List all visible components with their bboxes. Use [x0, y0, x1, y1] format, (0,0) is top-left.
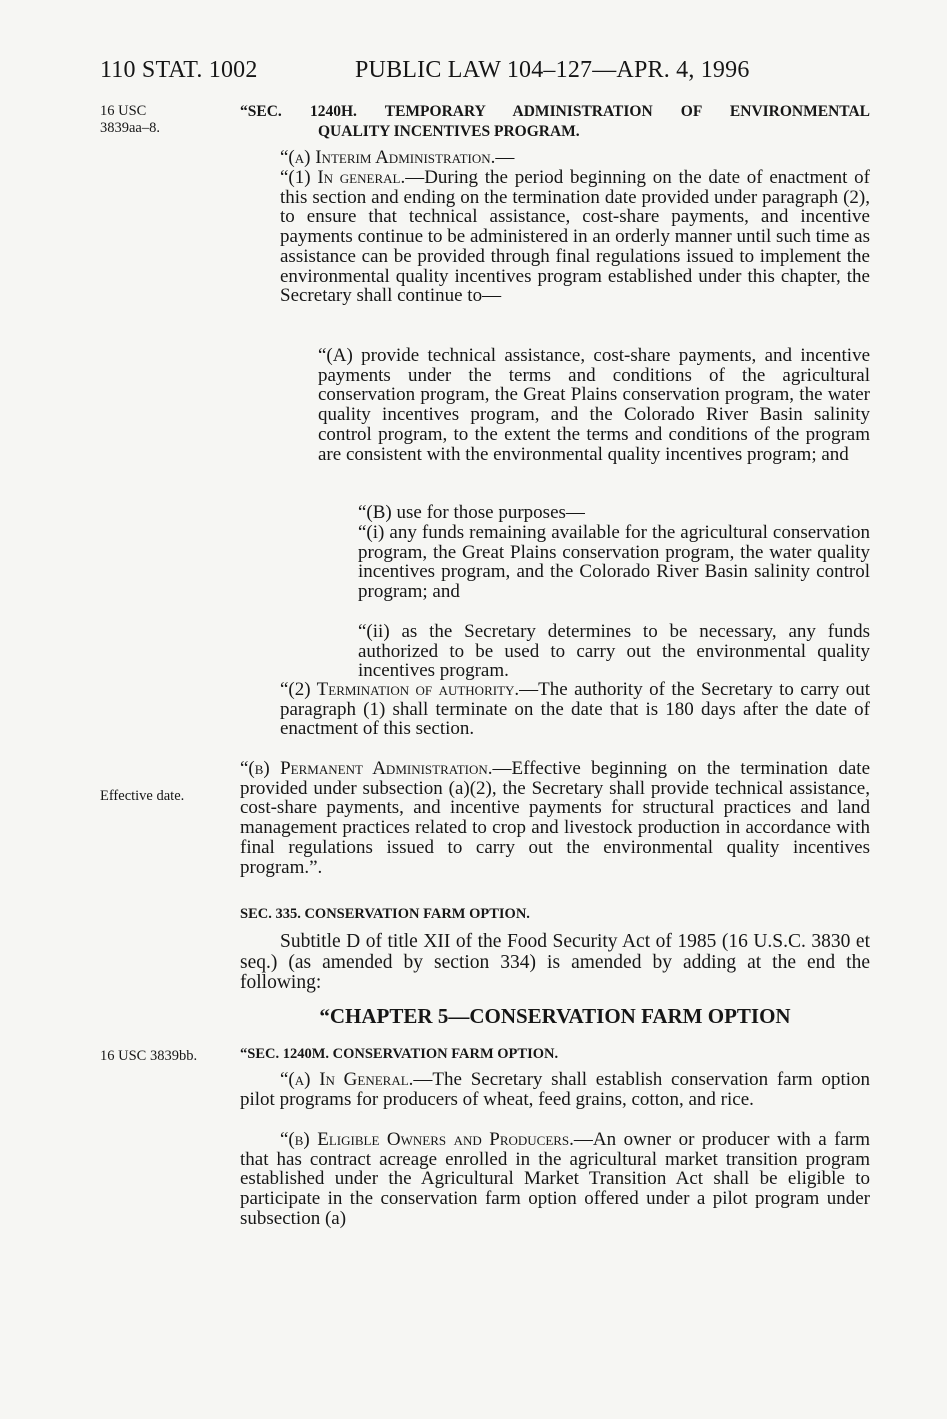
- section-335-heading: SEC. 335. CONSERVATION FARM OPTION.: [240, 906, 530, 922]
- paragraph-a1: [280, 168, 870, 306]
- subsection-b-text: —Effective beginning on the termination date provided under subsection (a)(2), the Secretary shall provide technical assistance, cost-share payments, and incentive payments for structural practices and land management practices related to crop and livestock production in accordance with final regulations issued to carry out the environmental quality incentives program.”.: [240, 758, 870, 878]
- clause-A-text: “(A) provide technical assistance, cost-share payments, and incentive payments under the terms and conditions of the agricultural conservation program, the Great Plains conservation program, the water quality incentives program, and the Colorado River Basin salinity control program, to the extent the terms and conditions of the program are consistent with the environmental quality incentives program; and: [318, 345, 870, 465]
- statute-page-number: 110 STAT. 1002: [100, 57, 258, 83]
- section-1240m-b-text: —An owner or producer with a farm that has contract acreage enrolled in the agricultural market transition program established under the Agricultural Market Transition Act shall be eligible to participate in the conservation farm option offered under a pilot program under subsection (a): [240, 1129, 870, 1229]
- section-1240h-heading-line1: “SEC. 1240H. TEMPORARY ADMINISTRATION OF ENVIRONMENTAL: [240, 103, 870, 120]
- clause-A: [318, 345, 870, 465]
- section-335-body-text: Subtitle D of title XII of the Food Security Act of 1985 (16 U.S.C. 3830 et seq.) (as amended by section 334) is amended by adding at the end the following:: [240, 931, 870, 993]
- section-1240m-heading: “SEC. 1240M. CONSERVATION FARM OPTION.: [240, 1046, 559, 1062]
- section-1240m-subsection-b: [240, 1129, 870, 1229]
- section-1240m-subsection-a: [240, 1069, 871, 1110]
- paragraph-a2-lead: “(2) Termination of authority.: [280, 679, 520, 700]
- section-335-body: [240, 931, 870, 994]
- margin-note-usc-1-line1: 16 USC: [100, 103, 147, 119]
- section-1240m-a-lead: “(a) In General.: [280, 1069, 414, 1090]
- subsection-b: [240, 758, 870, 878]
- margin-note-usc-2: 16 USC 3839bb.: [100, 1048, 198, 1064]
- clause-B: “(B) use for those purposes—: [358, 502, 585, 523]
- subclause-i: [358, 522, 870, 603]
- paragraph-a1-lead: “(1) In general.: [280, 167, 406, 188]
- paragraph-a2-text: —The authority of the Secretary to carry out paragraph (1) shall terminate on the date that is 180 days after the date of enactment of this section.: [280, 679, 870, 740]
- chapter-5-heading: “CHAPTER 5—CONSERVATION FARM OPTION: [319, 1004, 791, 1028]
- subclause-ii: [358, 621, 870, 682]
- margin-note-usc-1: [100, 103, 230, 137]
- subclause-ii-text: “(ii) as the Secretary determines to be necessary, any funds authorized to be used to carry out the environmental quality incentives program.: [358, 621, 870, 682]
- paragraph-a2: [280, 679, 870, 740]
- public-law-citation: PUBLIC LAW 104–127—APR. 4, 1996: [355, 57, 750, 83]
- subsection-a-heading: “(a) Interim Administration.—: [280, 147, 515, 168]
- paragraph-a1-text: —During the period beginning on the date of enactment of this section and ending on the termination date provided under paragraph (2), to ensure that technical assistance, cost-share payments, and incentive payments continue to be administered in an orderly manner until such time as assistance can be provided through final regulations issued to implement the environmental quality incentives program established under this chapter, the Secretary shall continue to—: [280, 167, 870, 307]
- margin-note-effective-date: Effective date.: [100, 788, 185, 804]
- section-1240m-b-lead: “(b) Eligible Owners and Producers.: [280, 1129, 574, 1150]
- subsection-b-lead: “(b) Permanent Administration.: [240, 758, 493, 779]
- section-1240m-a-text: —The Secretary shall establish conservation farm option pilot programs for producers of wheat, feed grains, cotton, and rice.: [240, 1069, 871, 1110]
- section-1240h-heading-line2: QUALITY INCENTIVES PROGRAM.: [318, 123, 580, 140]
- subclause-i-text: “(i) any funds remaining available for the agricultural conservation program, the Great Plains conservation program, the water quality incentives program, and the Colorado River Basin salinity control program; and: [358, 522, 870, 603]
- margin-note-usc-1-line2: 3839aa–8.: [100, 120, 160, 136]
